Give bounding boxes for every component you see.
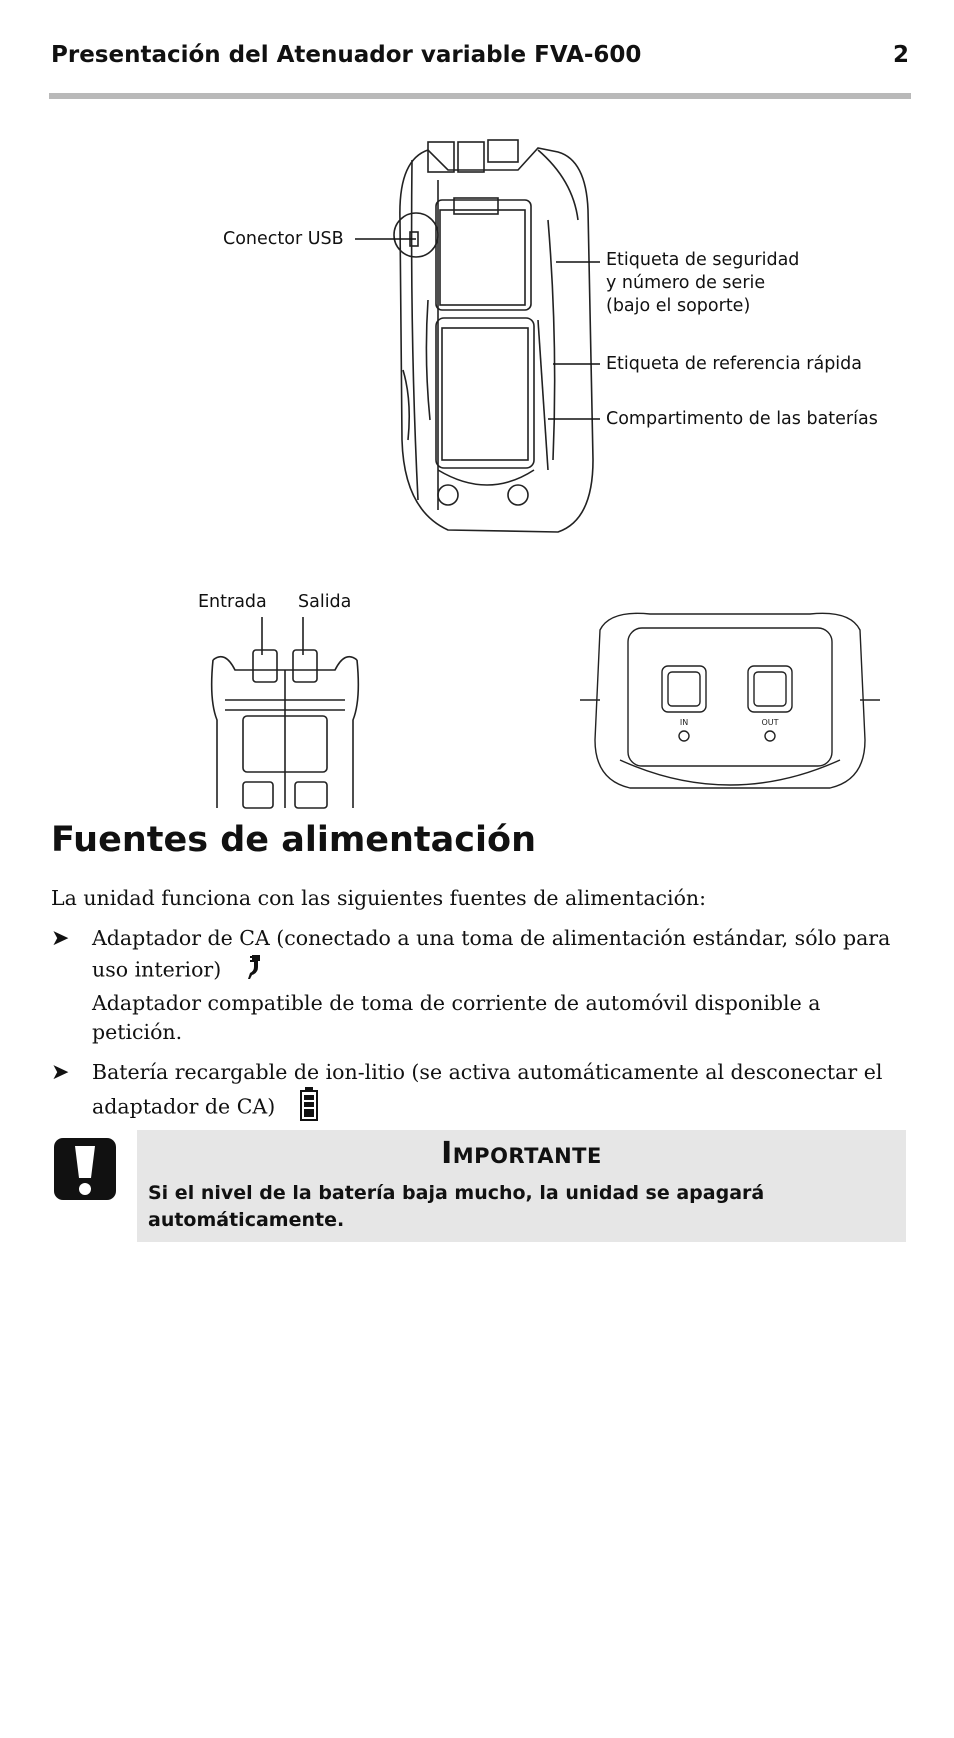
bullet-text-line: Adaptador compatible de toma de corriente de automóvil disponible a petición.	[92, 991, 821, 1044]
list-item	[51, 924, 911, 1047]
callout-entrada: Entrada	[198, 592, 267, 612]
callout-usb-connector: Conector USB	[223, 229, 344, 249]
bullet-arrow-icon: ➤	[51, 926, 70, 951]
device-front-top-illustration	[205, 640, 365, 808]
port-in-label: IN	[679, 718, 689, 727]
port-out-label: OUT	[761, 718, 779, 727]
section-intro: La unidad funciona con las siguientes fuentes de alimentación:	[51, 886, 707, 910]
bullet-text-line: adaptador de CA)	[92, 1094, 276, 1119]
page-number: 2	[892, 42, 909, 68]
bullet-text-line: Batería recargable de ion-litio (se activa automáticamente al desconectar el	[92, 1060, 883, 1084]
important-exclamation-icon	[54, 1138, 116, 1200]
device-ports-illustration	[580, 610, 880, 800]
callout-safety-label: Etiqueta de seguridad y número de serie (bajo el soporte)	[606, 250, 800, 316]
important-title: Importante	[441, 1136, 602, 1171]
ac-plug-icon	[246, 953, 266, 989]
bullet-text-line: uso interior)	[92, 957, 222, 982]
bullet-text-line: Adaptador de CA (conectado a una toma de alimentación estándar, sólo para	[92, 926, 891, 950]
page-title: Presentación del Atenuador variable FVA-600	[51, 42, 642, 68]
callout-salida: Salida	[298, 592, 352, 612]
important-text: Si el nivel de la batería baja mucho, la unidad se apagará automáticamente.	[148, 1182, 765, 1231]
callout-battery-compartment: Compartimento de las baterías	[606, 409, 878, 429]
power-source-list	[51, 924, 911, 1140]
callout-quick-reference: Etiqueta de referencia rápida	[606, 354, 862, 374]
battery-icon	[300, 1087, 318, 1129]
important-notice-box	[137, 1130, 906, 1242]
bullet-arrow-icon: ➤	[51, 1060, 70, 1085]
section-heading: Fuentes de alimentación	[51, 820, 536, 860]
list-item	[51, 1058, 911, 1129]
